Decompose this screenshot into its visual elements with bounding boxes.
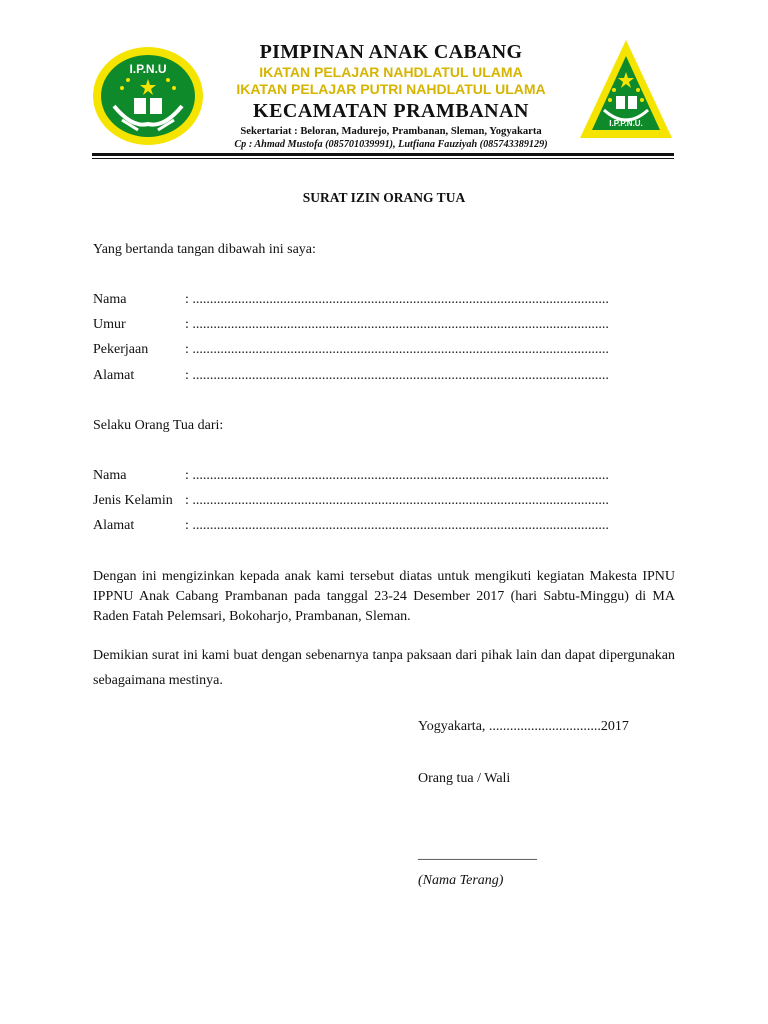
parent-field-nama [93,290,675,310]
field-label: Nama [93,468,127,483]
field-value: : ....................................................................................................................... [185,292,609,307]
signature-name-hint: (Nama Terang) [418,873,504,888]
ipnu-logo-text: I.P.N.U [129,62,167,76]
field-value: : ....................................................................................................................... [185,342,609,357]
child-intro-text: Selaku Orang Tua dari: [93,418,224,433]
letterhead-line1: PIMPINAN ANAK CABANG [259,41,523,63]
field-label: Pekerjaan [93,342,149,357]
parent-field-umur [93,315,675,335]
letterhead-line2: IKATAN PELAJAR NAHDLATUL ULAMA [259,64,523,80]
letterhead-line4: KECAMATAN PRAMBANAN [253,100,529,122]
permission-paragraph: Dengan ini mengizinkan kepada anak kami tersebut diatas untuk mengikuti kegiatan Makesta IPNU IPPNU Anak Cabang Prambanan pada tanggal 23-24 Desember 2017 (hari Sabtu-Minggu) di MA Raden Fatah Pelemsari, Bokoharjo, Prambanan, Sleman. [93,569,675,624]
child-field-nama [93,466,675,486]
signature-place-date: Yogyakarta, ................................2017 [418,719,629,734]
child-field-alamat [93,516,675,536]
intro-text: Yang bertanda tangan dibawah ini saya: [93,242,316,257]
ipnu-logo [92,46,204,146]
field-value: : ....................................................................................................................... [185,493,609,508]
field-label: Alamat [93,368,135,383]
ippnu-logo-text: I.P.P.N.U. [609,119,643,128]
child-field-jenis-kelamin [93,491,675,511]
signature-role: Orang tua / Wali [418,771,511,786]
ippnu-logo [578,38,674,148]
field-label: Jenis Kelamin [93,493,173,508]
parent-field-pekerjaan [93,340,675,360]
letterhead-divider-thin [92,158,674,159]
letterhead [92,38,674,156]
letterhead-divider-thick [92,153,674,156]
field-value: : ....................................................................................................................... [185,468,609,483]
field-value: : ....................................................................................................................... [185,368,609,383]
letterhead-address: Sekertariat : Beloran, Madurejo, Prambanan, Sleman, Yogyakarta [240,126,542,137]
letterhead-line3: IKATAN PELAJAR PUTRI NAHDLATUL ULAMA [236,81,546,97]
field-label: Alamat [93,518,135,533]
field-label: Umur [93,317,126,332]
letterhead-contact: Cp : Ahmad Mustofa (085701039991), Lutfiana Fauziyah (085743389129) [234,139,548,150]
closing-paragraph: Demikian surat ini kami buat dengan sebenarnya tanpa paksaan dari pihak lain dan dapat dipergunakan sebagaimana mestinya. [93,648,675,688]
document-title: SURAT IZIN ORANG TUA [302,190,466,205]
signature-line: _________________ [418,847,537,862]
field-value: : ....................................................................................................................... [185,518,609,533]
parent-field-alamat [93,366,675,386]
field-label: Nama [93,292,127,307]
field-value: : ....................................................................................................................... [185,317,609,332]
